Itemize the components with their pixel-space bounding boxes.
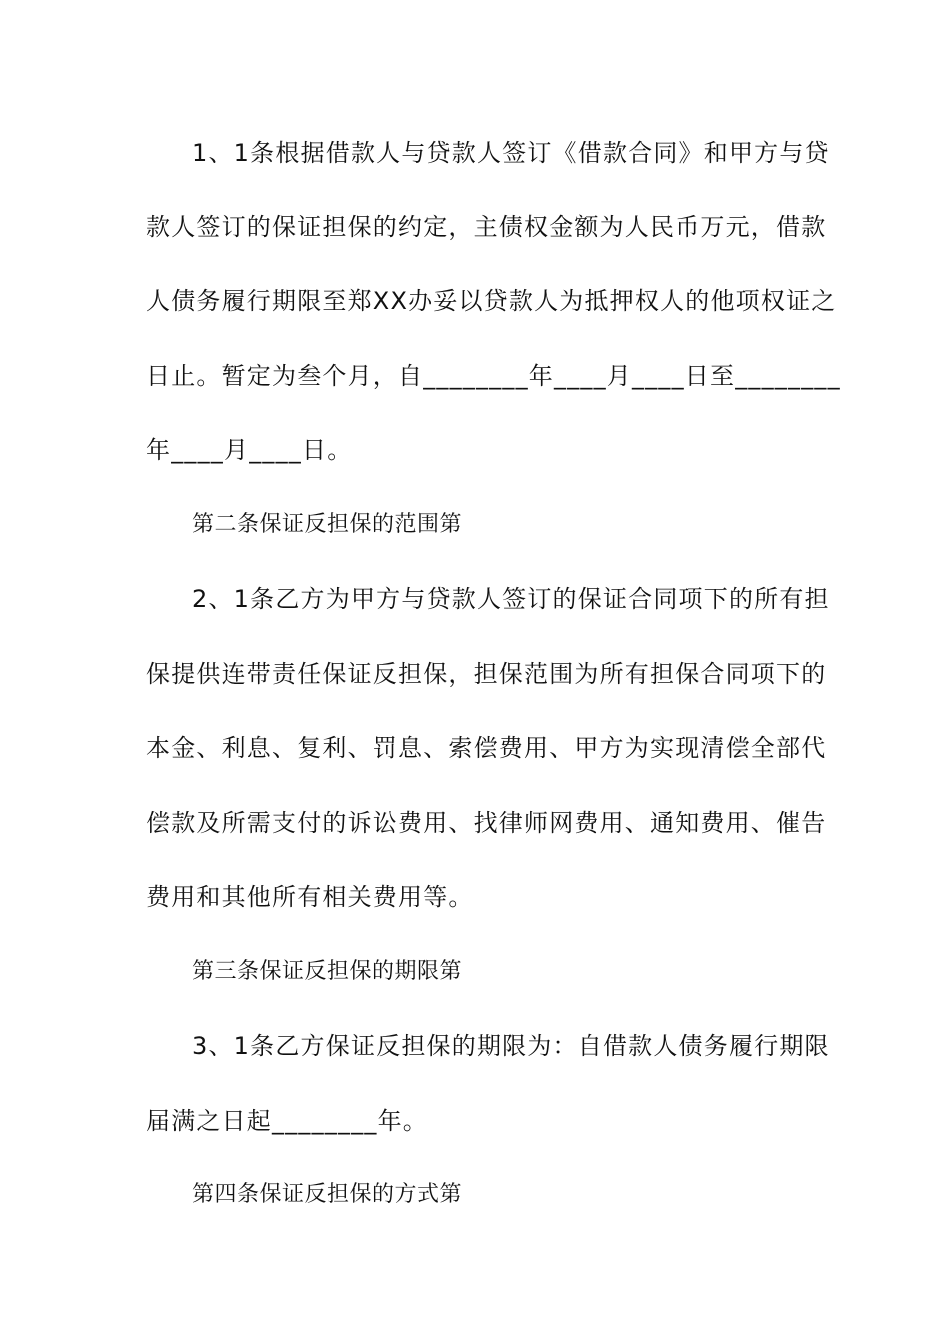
- paragraph-1-line-1: 1、1条根据借款人与贷款人签订《借款合同》和甲方与贷: [192, 139, 830, 167]
- paragraph-2-line-1: 2、1条乙方为甲方与贷款人签订的保证合同项下的所有担: [192, 585, 830, 613]
- paragraph-2-line-2: 保提供连带责任保证反担保，担保范围为所有担保合同项下的: [146, 660, 827, 688]
- paragraph-1-line-3: 人债务履行期限至郑XX办妥以贷款人为抵押权人的他项权证之: [146, 287, 837, 315]
- paragraph-1-line-2: 款人签订的保证担保的约定，主债权金额为人民币万元，借款: [146, 213, 827, 241]
- paragraph-3-line-2: 届满之日起________年。: [146, 1107, 428, 1135]
- paragraph-2-line-4: 偿款及所需支付的诉讼费用、找律师网费用、通知费用、催告: [146, 809, 827, 837]
- paragraph-2-line-3: 本金、利息、复利、罚息、索偿费用、甲方为实现清偿全部代: [146, 734, 827, 762]
- section-heading-3: 第三条保证反担保的期限第: [192, 959, 463, 984]
- paragraph-3-line-1: 3、1条乙方保证反担保的期限为：自借款人债务履行期限: [192, 1032, 830, 1060]
- section-heading-2: 第二条保证反担保的范围第: [192, 512, 463, 537]
- paragraph-1-line-4: 日止。暂定为叁个月，自________年____月____日至________: [146, 362, 841, 390]
- section-heading-4: 第四条保证反担保的方式第: [192, 1182, 463, 1207]
- paragraph-2-line-5: 费用和其他所有相关费用等。: [146, 883, 474, 911]
- paragraph-1-line-5: 年____月____日。: [146, 436, 353, 464]
